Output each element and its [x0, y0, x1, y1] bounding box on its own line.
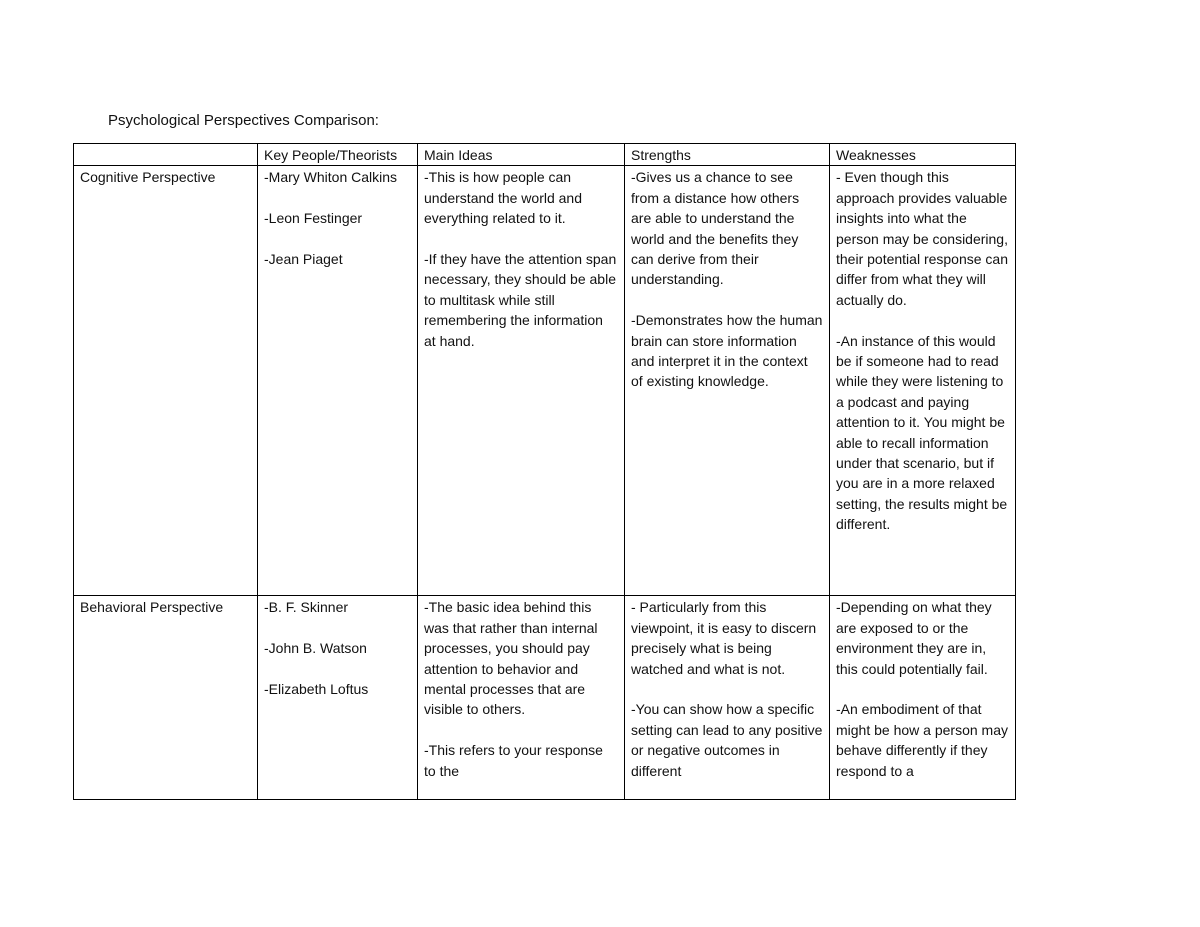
header-empty-cell — [74, 144, 258, 166]
perspectives-comparison-table — [73, 143, 1016, 800]
header-weaknesses: Weaknesses — [830, 144, 1016, 166]
strength: -Gives us a chance to see from a distance how others are able to understand the world and the benefits they can derive from their understanding. — [631, 169, 800, 288]
document-title: Psychological Perspectives Comparison: — [108, 112, 379, 129]
perspective-name: Behavioral Perspective — [74, 596, 258, 800]
table-header-row — [74, 144, 1016, 166]
header-strengths: Strengths — [625, 144, 830, 166]
main-idea: -If they have the attention span necessary, they should be able to multitask while still remembering the information at hand. — [424, 251, 617, 349]
weakness: -An instance of this would be if someone had to read while they were listening to a podcast and paying attention to it. You might be able to recall information under that scenario, but if you are in a more relaxed setting, the results might be different. — [836, 332, 1008, 533]
main-idea: -The basic idea behind this was that rather than internal processes, you should pay attention to behavior and mental processes that are visible to others. — [424, 599, 598, 718]
theorist: -Jean Piaget — [264, 251, 343, 267]
theorist: -Elizabeth Loftus — [264, 681, 369, 697]
strengths-cell — [625, 596, 830, 800]
strength: -Demonstrates how the human brain can store information and interpret it in the context of existing knowledge. — [631, 312, 823, 390]
header-key-people: Key People/Theorists — [258, 144, 418, 166]
main-ideas-cell — [418, 596, 625, 800]
main-idea: -This is how people can understand the world and everything related to it. — [424, 169, 582, 227]
theorist: -John B. Watson — [264, 640, 367, 657]
strength: - Particularly from this viewpoint, it is easy to discern precisely what is being watched and what is not. — [631, 599, 817, 677]
strength: -You can show how a specific setting can lead to any positive or negative outcomes in different — [631, 701, 823, 779]
theorist: -Leon Festinger — [264, 210, 363, 227]
weakness: - Even though this approach provides valuable insights into what the person may be considering, their potential response can differ from what they will actually do. — [836, 169, 1008, 308]
perspective-name: Cognitive Perspective — [74, 166, 258, 596]
key-people-cell — [258, 166, 418, 596]
table-row — [74, 596, 1016, 800]
weakness: -An embodiment of that might be how a person may behave differently if they respond to a — [836, 701, 1008, 779]
strengths-cell — [625, 166, 830, 596]
table-row — [74, 166, 1016, 596]
key-people-cell — [258, 596, 418, 800]
weakness: -Depending on what they are exposed to or the environment they are in, this could potentially fail. — [836, 599, 992, 677]
weaknesses-cell — [830, 166, 1016, 596]
main-ideas-cell — [418, 166, 625, 596]
main-idea: -This refers to your response to the — [424, 742, 603, 779]
weaknesses-cell — [830, 596, 1016, 800]
header-main-ideas: Main Ideas — [418, 144, 625, 166]
theorist: -B. F. Skinner — [264, 599, 349, 616]
theorist: -Mary Whiton Calkins — [264, 169, 398, 186]
